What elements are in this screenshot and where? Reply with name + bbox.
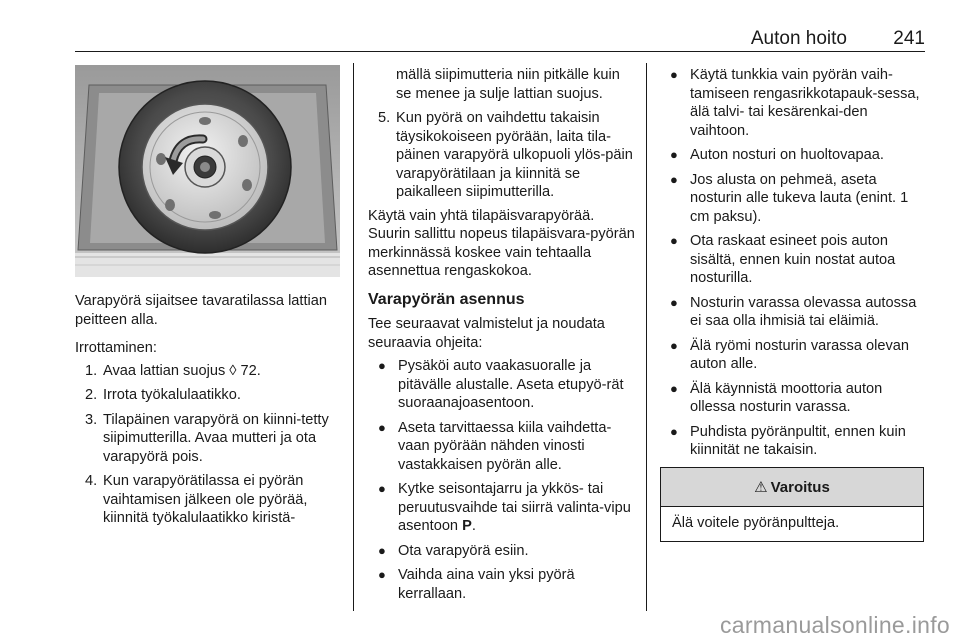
warning-text: Älä voitele pyöränpultteja.: [672, 515, 840, 531]
list-item: ● Älä käynnistä moottoria auton ollessa nosturin varassa.: [670, 380, 883, 415]
spare-wheel-illustration: [75, 65, 340, 277]
page-number: 241: [893, 28, 925, 49]
column-divider-right: [646, 63, 647, 611]
list-item: ● Nosturin varassa olevassa autossa ei saa olla ihmisiä tai eläimiä.: [670, 294, 917, 329]
column-1: [75, 292, 347, 528]
column-2: [368, 66, 638, 603]
list-item: ● Auton nosturi on huoltovapaa.: [670, 147, 884, 163]
section-title: Auton hoito: [750, 28, 847, 49]
step-4-continued: mällä siipimutteria niin pitkälle kuin se menee ja sulje lattian suojus.: [396, 67, 620, 102]
bullet-icon: ●: [670, 337, 678, 353]
watermark: carmanualsonline.info: [719, 612, 950, 638]
bullet-icon: ●: [670, 380, 678, 396]
bullet-icon: ●: [378, 419, 386, 435]
bullet-icon: ●: [670, 147, 678, 162]
bullet-icon: ●: [378, 567, 386, 582]
column-divider-left: [353, 63, 354, 611]
step-4: 4. Kun varapyörätilassa ei pyörän vaihtamisen jälkeen ole pyörää, kiinnitä työkalulaatikko kiristä-: [85, 473, 308, 526]
preparation-intro: Tee seuraavat valmistelut ja noudata seuraavia ohjeita:: [368, 316, 605, 351]
warning-icon: ⚠: [754, 479, 768, 496]
list-item: ● Puhdista pyöränpultit, ennen kuin kiinnität ne takaisin.: [670, 423, 906, 458]
list-item: ● Aseta tarvittaessa kiila vaihdetta-vaan pyörään nähden vinosti vastakkaisen pyörän alle.: [378, 419, 612, 473]
warning-box: [660, 467, 924, 542]
step-3: 3. Tilapäinen varapyörä on kiinni-tetty siipimutterilla. Avaa mutteri ja ota varapyörä pois.: [85, 411, 329, 465]
bullet-icon: ●: [378, 542, 386, 558]
page-header: [75, 28, 925, 52]
column-3: [660, 66, 926, 460]
bullet-icon: ●: [670, 67, 678, 82]
list-item: ● Älä ryömi nosturin varassa olevan auton alle.: [670, 337, 910, 372]
temporary-spare-note: Käytä vain yhtä tilapäisvarapyörää. Suurin sallittu nopeus tilapäisvara-pyörän merkinnässä koskee vain tehtaalla asennettua rengaskokoa.: [368, 207, 635, 279]
gear-position-label: P: [462, 518, 472, 534]
bullet-icon: ●: [378, 481, 386, 496]
bullet-icon: ●: [670, 423, 678, 439]
section-heading: Varapyörän asennus: [368, 290, 525, 308]
removal-intro: Irrottaminen:: [75, 340, 157, 356]
bullet-icon: ●: [670, 233, 678, 248]
spare-wheel-icon: [75, 65, 340, 277]
list-item: ● Vaihda aina vain yksi pyörä kerrallaan.: [378, 567, 575, 602]
step-2: 2. Irrota työkalulaatikko.: [85, 387, 241, 403]
list-item: ● Jos alusta on pehmeä, aseta nosturin alle tukeva lauta (enint. 1 cm paksu).: [670, 171, 909, 225]
figure-caption: Varapyörä sijaitsee tavaratilassa lattian peitteen alla.: [75, 293, 328, 328]
header-rule: [75, 51, 925, 52]
step-1: 1. Avaa lattian suojus ◊ 72.: [85, 362, 261, 379]
bullet-icon: ●: [378, 358, 386, 373]
step-5: 5. Kun pyörä on vaihdettu takaisin täysikokoiseen pyörään, laita tila-päinen varapyörä ulkopuoli ylös-päin varapyörätilaan ja kiinnitä se paikalleen siipimutterilla.: [378, 110, 633, 200]
bullet-icon: ●: [670, 294, 678, 310]
list-item: ● Ota raskaat esineet pois auton sisältä, ennen kuin nostat autoa nosturilla.: [670, 233, 896, 286]
warning-header: [661, 468, 923, 507]
list-item: ● Pysäköi auto vaakasuoralle ja pitävälle alustalle. Aseta etupyö-rät suoraanajoasentoon.: [378, 358, 624, 411]
list-item: ● Ota varapyörä esiin.: [378, 542, 529, 559]
list-item: ● Kytke seisontajarru ja ykkös- tai peruutusvaihde tai siirrä valinta-vipu asentoon P.: [378, 481, 631, 534]
bullet-icon: ●: [670, 171, 678, 187]
warning-title: Varoitus: [770, 478, 830, 496]
list-item: ● Käytä tunkkia vain pyörän vaih-tamiseen rengasrikkotapauk-sessa, älä talvi- tai kesärenkai-den vaihtoon.: [670, 67, 920, 139]
